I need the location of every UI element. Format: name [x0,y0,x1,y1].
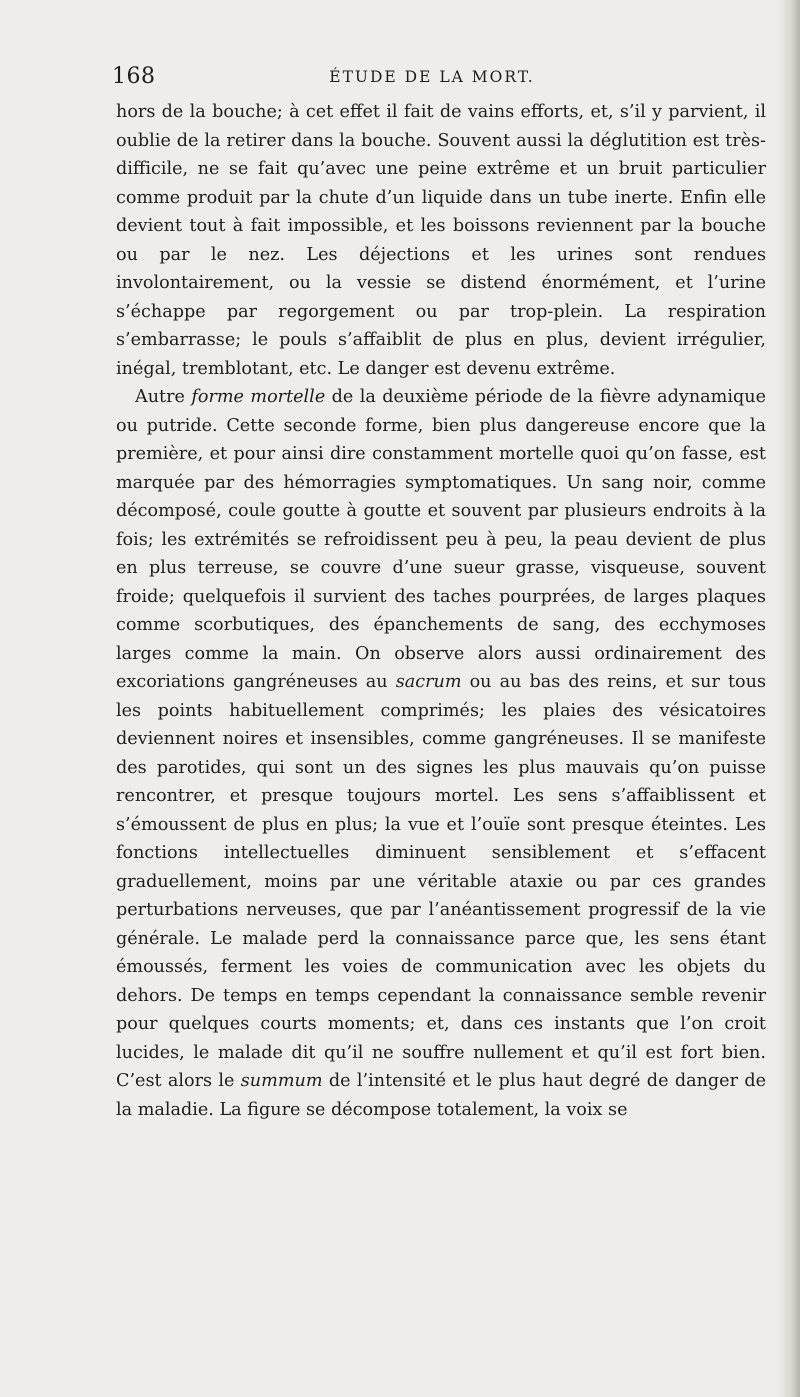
text-run: de la deuxième période de la fièvre adynamique ou putride. Cette seconde forme, bien plus dangereuse encore que la première, et pour ainsi dire constamment mortelle quoi qu’on fasse, est marquée par des hémorragies symptomatiques. Un sang noir, comme décomposé, coule goutte à goutte et souvent par plusieurs endroits à la fois; les extrémités se refroidissent peu à peu, la peau devient de plus en plus terreuse, se couvre d’une sueur grasse, visqueuse, souvent froide; quelquefois il survient des taches pourprées, de larges plaques comme scorbutiques, des épanchements de sang, des ecchymoses larges comme la main. On observe alors aussi ordinairement des excoriations gangréneuses au [116,387,766,692]
body-text [116,98,766,1124]
paragraph-continuation [116,98,766,383]
running-title: ÉTUDE DE LA MORT. [329,68,535,86]
text-run: Autre [135,387,192,407]
text-run: ou au bas des reins, et sur tous les points habituellement comprimés; les plaies des vésicatoires deviennent noires et insensibles, comme gangréneuses. Il se manifeste des parotides, qui sont un des signes les plus mauvais qu’on puisse rencontrer, et presque toujours mortel. Les sens s’affaiblissent et s’émoussent de plus en plus; la vue et l’ouïe sont presque éteintes. Les fonctions intellectuelles diminuent sensiblement et s’effacent graduellement, moins par une véritable ataxie ou par ces grandes perturbations nerveuses, que par l’anéantissement progressif de la vie générale. Le malade perd la connaissance parce que, les sens étant émoussés, ferment les voies de communication avec les objets du dehors. De temps en temps cependant la connaissance semble revenir pour quelques courts moments; et, dans ces instants que l’on croit lucides, le malade dit qu’il ne souffre nullement et qu’il est fort bien. C’est alors le [116,672,767,1091]
paragraph-forme-mortelle [116,383,766,1124]
italic-term-sacrum: sacrum [395,672,462,692]
text-run: de l’intensité et le plus haut degré de danger de la maladie. La figure se décompose totalement, la voix se [116,1071,767,1120]
page-header [112,64,752,94]
italic-term-summum: summum [240,1071,323,1091]
page-edge-shadow [778,0,800,1397]
italic-term-forme-mortelle: forme mortelle [191,387,326,407]
text-run: hors de la bouche; à cet effet il fait de vains efforts, et, s’il y parvient, il oublie de la retirer dans la bouche. Souvent aussi la déglutition est très-difficile, ne se fait qu’avec une peine extrême et un bruit particulier comme produit par la chute d’un liquide dans un tube inerte. Enfin elle devient tout à fait impossible, et les boissons reviennent par la bouche ou par le nez. Les déjections et les urines sont rendues involontairement, ou la vessie se distend énormément, et l’urine s’échappe par regorgement ou par trop-plein. La respiration s’embarrasse; le pouls s’affaiblit de plus en plus, devient irrégulier, inégal, tremblotant, etc. Le danger est devenu extrême. [116,102,766,379]
page-number: 168 [112,64,156,89]
